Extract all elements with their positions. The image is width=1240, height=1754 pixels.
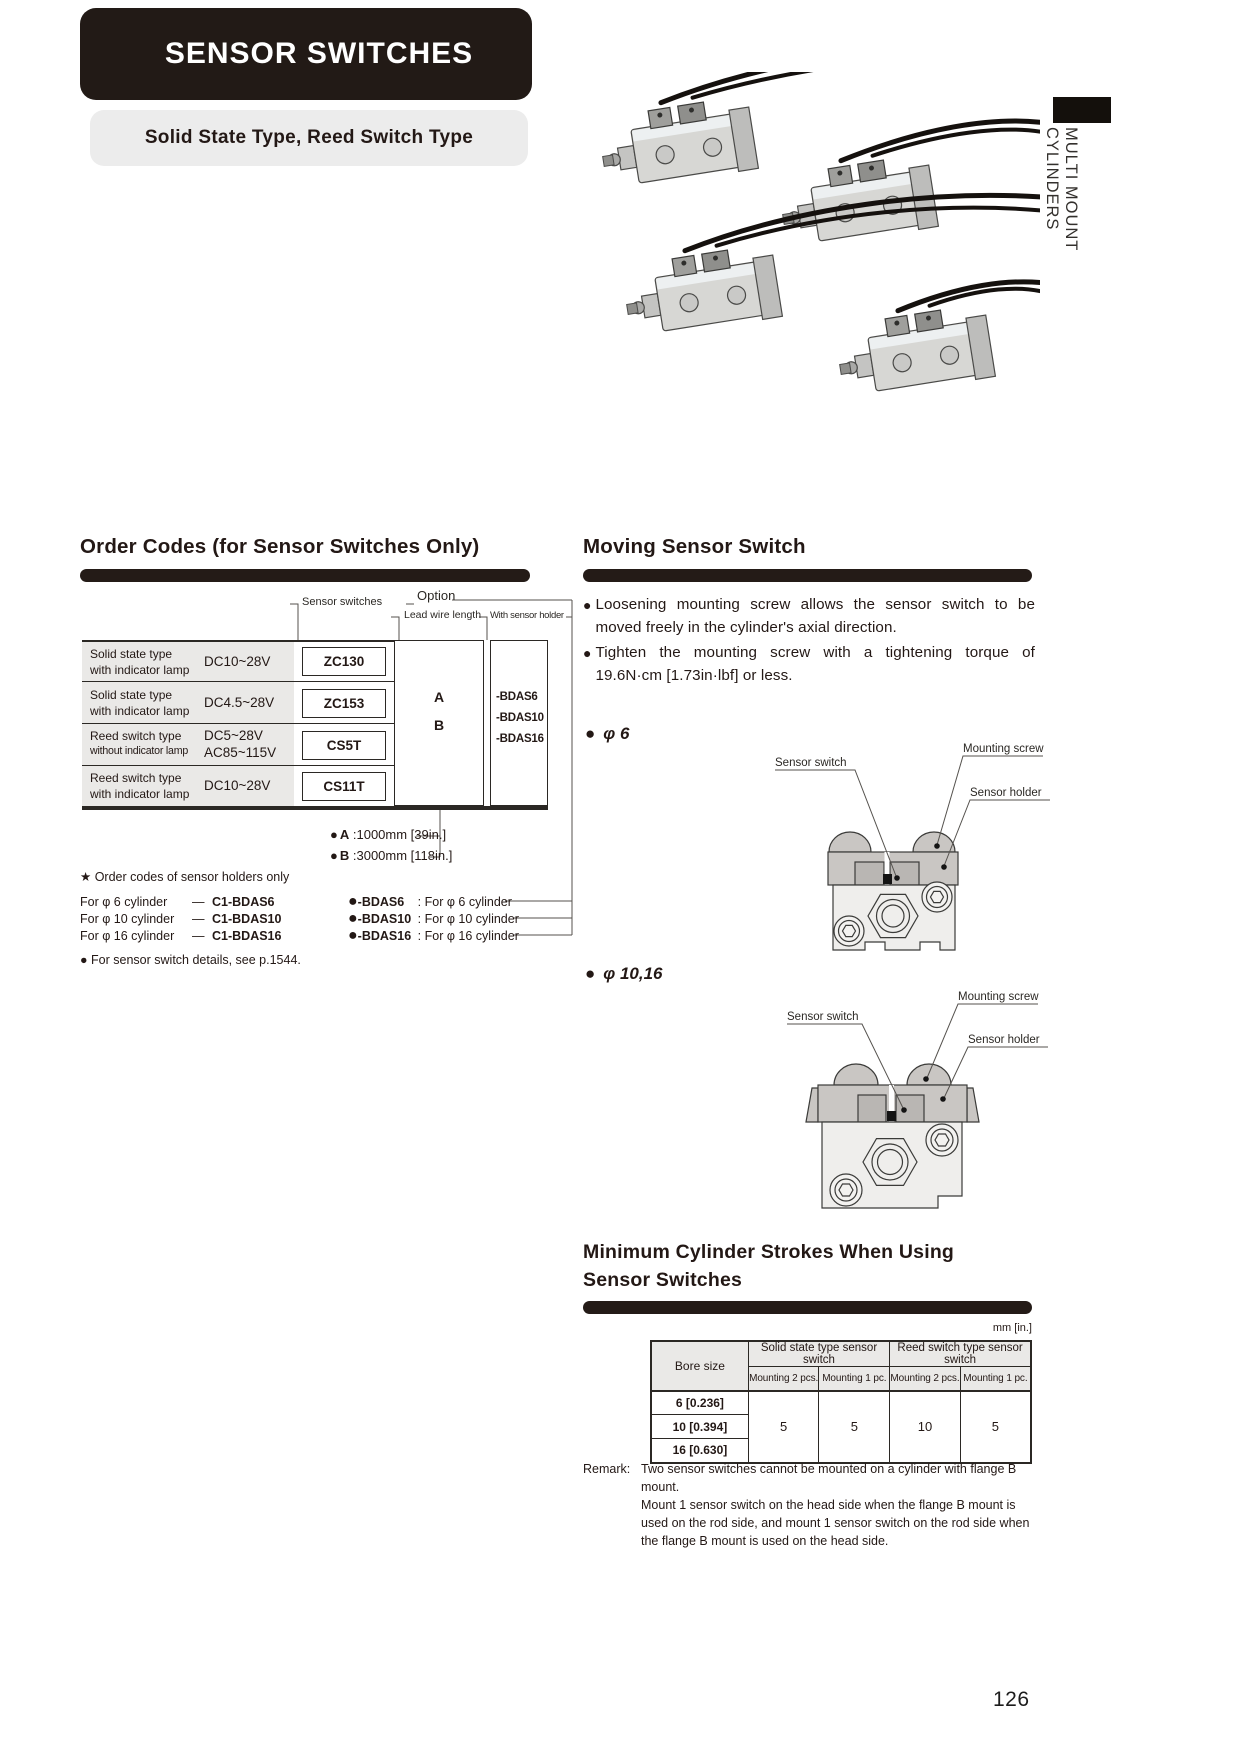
holder-note-row-3: For φ 16 cylinder — C1-BDAS16 bbox=[80, 929, 282, 943]
row-type-cell: Reed switch type without indicator lamp DC5~28V AC85~115V bbox=[82, 724, 294, 765]
moving-sensor-switch-bar bbox=[583, 569, 1032, 582]
holder-option-bdas16: -BDAS16 bbox=[496, 733, 544, 745]
phi6-label-sensor-switch: Sensor switch bbox=[775, 757, 847, 769]
stroke-value: 5 bbox=[960, 1391, 1031, 1463]
bullet-icon: ● bbox=[348, 910, 358, 927]
label-with-sensor-holder: With sensor holder bbox=[490, 610, 564, 621]
group-header-solid-state: Solid state type sensor switch bbox=[748, 1341, 889, 1367]
phi10-label-mounting-screw: Mounting screw bbox=[958, 991, 1039, 1003]
bore-size-cell: 10 [0.394] bbox=[651, 1415, 748, 1439]
table-row bbox=[651, 1391, 1031, 1415]
remark-line-1: Two sensor switches cannot be mounted on a cylinder with flange B mount. bbox=[641, 1462, 1017, 1494]
stroke-value: 5 bbox=[748, 1391, 819, 1463]
label-option: Option bbox=[417, 588, 456, 603]
remark-block bbox=[583, 1460, 1035, 1550]
table-unit-label: mm [in.] bbox=[992, 1322, 1032, 1334]
stroke-value: 10 bbox=[890, 1391, 961, 1463]
holder-note-row-2: For φ 10 cylinder — C1-BDAS10 bbox=[80, 912, 282, 926]
holder-note-right-3: ●-BDAS16 : For φ 16 cylinder bbox=[348, 927, 519, 944]
bullet-icon: ● bbox=[80, 953, 88, 967]
bullet-icon: ● bbox=[330, 848, 338, 863]
bullet-icon: ● bbox=[330, 827, 338, 842]
group-header-reed-switch: Reed switch type sensor switch bbox=[890, 1341, 1031, 1367]
order-code-zc153: ZC153 bbox=[302, 689, 386, 718]
bullet-item: ● Loosening mounting screw allows the sensor switch to be moved freely in the cylinder's axial direction. bbox=[583, 594, 1035, 639]
lead-wire-note-a: ● A :1000mm [39in.] bbox=[330, 827, 447, 842]
order-codes-bar bbox=[80, 569, 530, 582]
lead-option-a: A bbox=[433, 689, 445, 705]
row-type-cell: Solid state type with indicator lamp DC4.5~28V bbox=[82, 682, 294, 723]
holder-option-bdas10: -BDAS10 bbox=[496, 712, 544, 724]
product-photo-cylinders bbox=[590, 72, 1040, 412]
moving-sensor-switch-heading: Moving Sensor Switch bbox=[583, 535, 806, 558]
phi10-label-sensor-holder: Sensor holder bbox=[968, 1034, 1040, 1046]
remark-line-2: Mount 1 sensor switch on the head side when the flange B mount is used on the rod side, and mount 1 sensor switch on the rod side when the flange B mount is used on the head side. bbox=[641, 1498, 1030, 1548]
bullet-icon: ● bbox=[585, 964, 596, 983]
bore-size-cell: 6 [0.236] bbox=[651, 1391, 748, 1415]
phi6-label-mounting-screw: Mounting screw bbox=[963, 743, 1044, 755]
stroke-value: 5 bbox=[819, 1391, 890, 1463]
remark-label: Remark: bbox=[583, 1462, 631, 1476]
star-icon: ★ bbox=[80, 870, 92, 884]
phi10-16-diagram bbox=[640, 980, 1060, 1215]
sub-header: Mounting 2 pcs. bbox=[890, 1367, 961, 1391]
sub-header: Mounting 1 pc. bbox=[960, 1367, 1031, 1391]
holder-note-right-2: ●-BDAS10 : For φ 10 cylinder bbox=[348, 910, 519, 927]
holder-note-row-1: For φ 6 cylinder — C1-BDAS6 bbox=[80, 895, 275, 909]
page-subtitle: Solid State Type, Reed Switch Type bbox=[144, 127, 474, 148]
order-code-cs5t: CS5T bbox=[302, 731, 386, 760]
bullet-icon: ● bbox=[585, 724, 596, 743]
min-strokes-bar bbox=[583, 1301, 1032, 1314]
size-label-phi6: ● φ 6 bbox=[585, 724, 630, 743]
holder-note-title: ★ Order codes of sensor holders only bbox=[80, 870, 290, 884]
row-type-cell: Reed switch type with indicator lamp DC10~28V bbox=[82, 766, 294, 806]
col-header-bore-size: Bore size bbox=[651, 1341, 748, 1391]
min-strokes-heading: Minimum Cylinder Strokes When Using Sensor Switches bbox=[583, 1241, 955, 1291]
order-code-zc130: ZC130 bbox=[302, 647, 386, 676]
row-type-cell: Solid state type with indicator lamp DC10~28V bbox=[82, 642, 294, 681]
order-codes-heading: Order Codes (for Sensor Switches Only) bbox=[80, 535, 480, 558]
holder-option-bdas6: -BDAS6 bbox=[496, 691, 538, 703]
phi6-label-sensor-holder: Sensor holder bbox=[970, 787, 1042, 799]
side-tab-label: MULTI MOUNT CYLINDERS bbox=[1043, 127, 1080, 252]
sub-header: Mounting 1 pc. bbox=[819, 1367, 890, 1391]
sub-header: Mounting 2 pcs. bbox=[748, 1367, 819, 1391]
holder-note-right-1: ●-BDAS6 : For φ 6 cylinder bbox=[348, 893, 512, 910]
lead-wire-note-b: ● B :3000mm [118in.] bbox=[330, 848, 453, 863]
lead-option-b: B bbox=[433, 717, 445, 733]
side-tab-marker bbox=[1053, 97, 1111, 123]
lead-wire-option-box bbox=[394, 640, 484, 806]
bullet-icon: ● bbox=[348, 893, 358, 910]
label-lead-wire-length: Lead wire length bbox=[404, 609, 482, 621]
detail-note: ● For sensor switch details, see p.1544. bbox=[80, 953, 301, 967]
bore-size-cell: 16 [0.630] bbox=[651, 1439, 748, 1463]
sensor-holder-option-box bbox=[490, 640, 548, 806]
size-label-phi10-16: ● φ 10,16 bbox=[585, 964, 663, 983]
moving-bullets bbox=[583, 594, 1035, 690]
phi6-diagram bbox=[640, 735, 1060, 960]
page-title-box bbox=[80, 8, 532, 100]
min-strokes-table bbox=[650, 1340, 1032, 1464]
phi10-label-sensor-switch: Sensor switch bbox=[787, 1011, 859, 1023]
page-subtitle-box bbox=[90, 110, 528, 166]
bullet-icon: ● bbox=[583, 645, 592, 661]
order-code-cs11t: CS11T bbox=[302, 772, 386, 801]
label-sensor-switches: Sensor switches bbox=[302, 596, 383, 608]
order-codes-table bbox=[82, 640, 548, 810]
bullet-icon: ● bbox=[583, 597, 592, 613]
bullet-item: ● Tighten the mounting screw with a tightening torque of 19.6N·cm [1.73in·lbf] or less. bbox=[583, 642, 1035, 687]
page-title: SENSOR SWITCHES bbox=[164, 37, 474, 70]
bullet-icon: ● bbox=[348, 927, 358, 944]
page-number: 126 bbox=[993, 1688, 1030, 1711]
